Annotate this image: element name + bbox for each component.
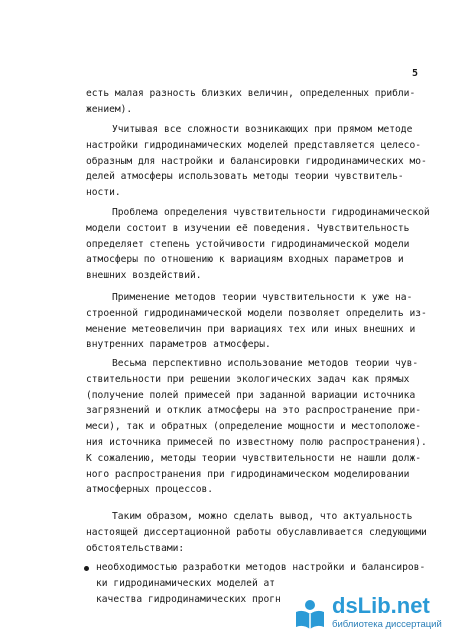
text-line: настройки гидродинамических моделей представляется целесо- [86,139,422,151]
watermark-brand: dsLib.net [332,593,430,618]
paragraph-sensitivity-problem [86,205,430,284]
text-line: образным для настройки и балансировки гидродинамических мо- [86,155,427,167]
text-line: необходимостью разработки методов настройки и балансиров- [96,562,426,573]
paragraph-conclusion [86,509,427,556]
bullet-icon [84,566,89,571]
text-line: есть малая разность близких величин, определенных прибли- [86,88,416,99]
text-line: атмосферы по отношению к вариациям входных параметров и [86,254,404,266]
paragraph-application [86,290,427,353]
watermark-caption: библиотека диссертаций [332,619,442,630]
text-line: модели состоит в изучении её поведения. Чувствительность [86,222,410,234]
text-line: атмосферных процессов. [86,484,214,496]
text-line: Весьма перспективно использование методов теории чув- [112,358,419,369]
text-line: качества гидродинамических прогн [96,593,281,605]
text-line: менение метеовеличин при вариациях тех или иных внешних и [86,323,416,335]
text-line: (получение полей примесей при заданной вариации источника [86,389,416,401]
text-line: Применение методов теории чувствительности к уже на- [112,292,413,303]
text-line: Проблема определения чувствительности гидродинамической [112,207,430,218]
text-line: загрязнений и отклик атмосферы на это распространение при- [86,405,422,417]
text-line: К сожалению, методы теории чувствительности не нашли долж- [86,452,422,464]
text-line: внутренних параметров атмосферы. [86,339,271,351]
page-number: 5 [412,68,419,79]
dslib-watermark[interactable] [290,594,450,636]
text-line: определяет степень устойчивости гидродинамической модели [86,238,410,250]
paragraph-continuation [86,86,416,118]
text-line: настоящей диссертационной работы обуславливается следующими [86,526,427,538]
text-line: ния источника примесей по известному полю распространения). [86,436,427,448]
text-line: ствительности при решении экологических задач как прямых [86,373,410,385]
text-line: ного распространения при гидродинамическом моделировании [86,468,410,480]
paragraph-difficulties [86,122,427,201]
text-line: ности. [86,187,121,199]
text-line: ки гидродинамических моделей ат [96,577,276,589]
text-line: жением). [86,103,133,115]
text-line: строенной гидродинамической модели позволяет определить из- [86,307,427,319]
text-line: внешних воздействий. [86,270,202,282]
paragraph-ecology [86,356,427,498]
book-reader-icon [292,596,328,632]
text-line: меси), так и обратных (определение мощности и местоположе- [86,421,422,433]
text-line: обстоятельствами: [86,542,185,554]
text-line: Учитывая все сложности возникающих при прямом методе [112,124,413,135]
text-line: Таким образом, можно сделать вывод, что актуальность [112,511,413,522]
text-line: делей атмосферы использовать методы теории чувствитель- [86,171,404,183]
